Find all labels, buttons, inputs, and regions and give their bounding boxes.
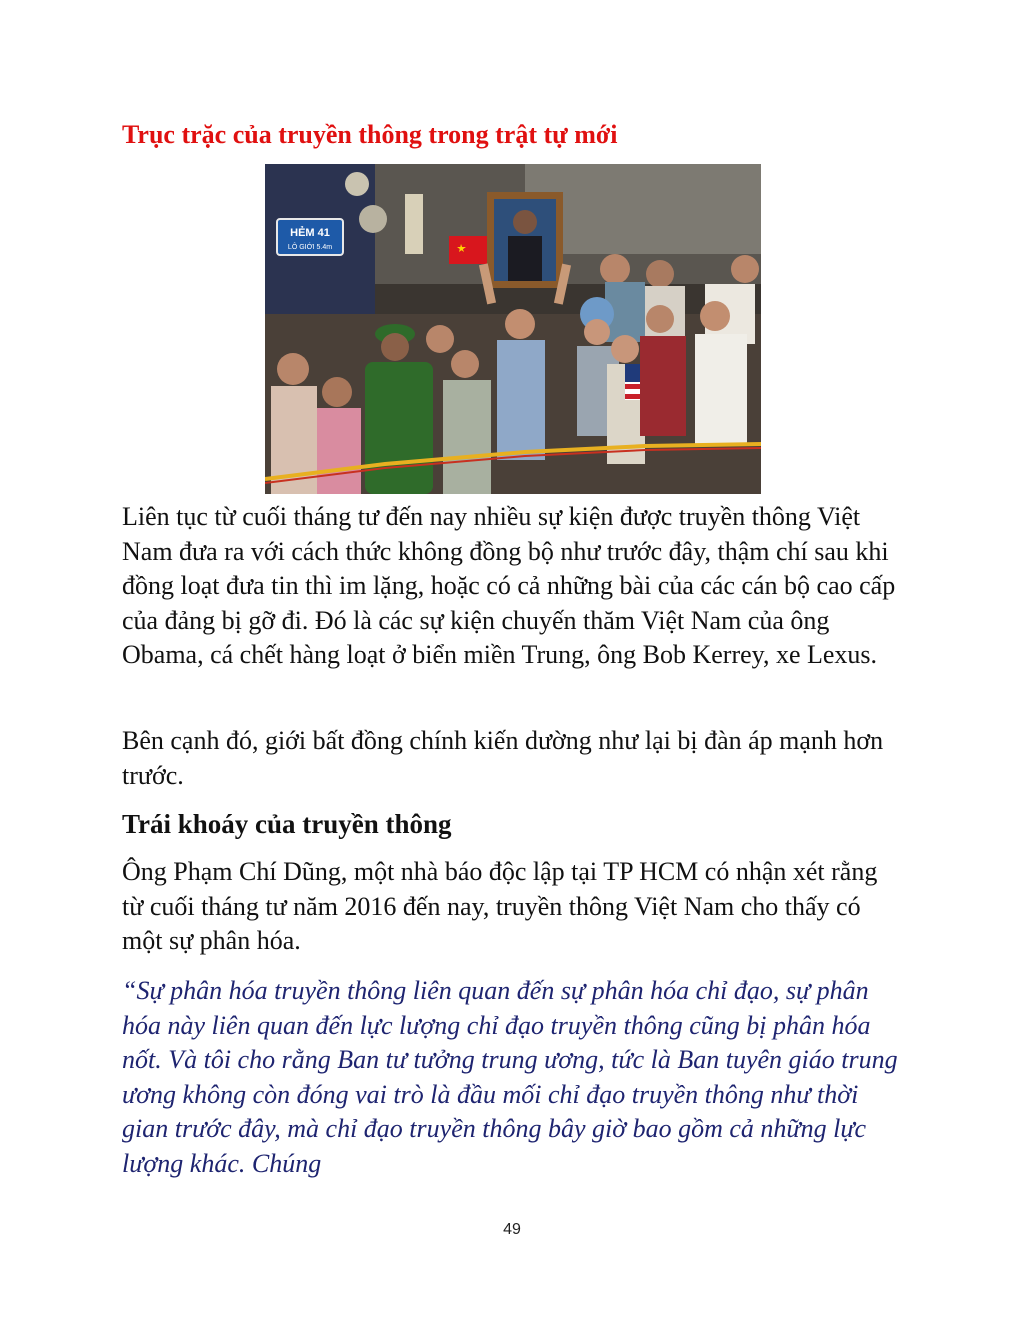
paragraph-intro: Liên tục từ cuối tháng tư đến nay nhiều sự kiện được truyền thông Việt Nam đưa ra với cách thức không đồng bộ như trước đây, thậm chí sau khi đồng loạt đưa tin thì im lặng, hoặc có cả những bài của các cán bộ cao cấp của đảng bị gỡ đi. Đó là các sự kiện chuyến thăm Việt Nam của ông Obama, cá chết hàng loạt ở biển miền Trung, ông Bob Kerrey, xe Lexus. bbox=[122, 502, 896, 669]
news-photo bbox=[265, 164, 761, 494]
framed-portrait bbox=[487, 192, 563, 288]
paragraph-dissidents: Bên cạnh đó, giới bất đồng chính kiến dường như lại bị đàn áp mạnh hơn trước. bbox=[122, 726, 884, 790]
page-title: Trục trặc của truyền thông trong trật tự mới bbox=[122, 120, 618, 149]
street-sign-line1: HẺM 41 bbox=[290, 227, 330, 239]
page-number: 49 bbox=[503, 1221, 521, 1238]
flag-vietnam bbox=[449, 236, 489, 264]
paragraph-pham-chi-dung: Ông Phạm Chí Dũng, một nhà báo độc lập tại TP HCM có nhận xét rằng từ cuối tháng tư năm 2016 đến nay, truyền thông Việt Nam cho thấy có một sự phân hóa. bbox=[122, 857, 878, 955]
street-sign-line2: LÔ GIỚI 5.4m bbox=[287, 244, 333, 251]
section-heading: Trái khoáy của truyền thông bbox=[122, 809, 452, 839]
street-sign bbox=[277, 219, 343, 255]
quote-paragraph: “Sự phân hóa truyền thông liên quan đến sự phân hóa chỉ đạo, sự phân hóa này liên quan đến lực lượng chỉ đạo truyền thông cũng bị phân hóa nốt. Và tôi cho rằng Ban tư tưởng trung ương, tức là Ban tuyên giáo trung ương không còn đóng vai trò là đầu mối chỉ đạo truyền thông như thời gian trước đây, mà chỉ đạo truyền thông bây giờ bao gồm cả những lực lượng khác. Chúng bbox=[122, 976, 898, 1178]
crowd-photo-illustration bbox=[265, 164, 761, 494]
